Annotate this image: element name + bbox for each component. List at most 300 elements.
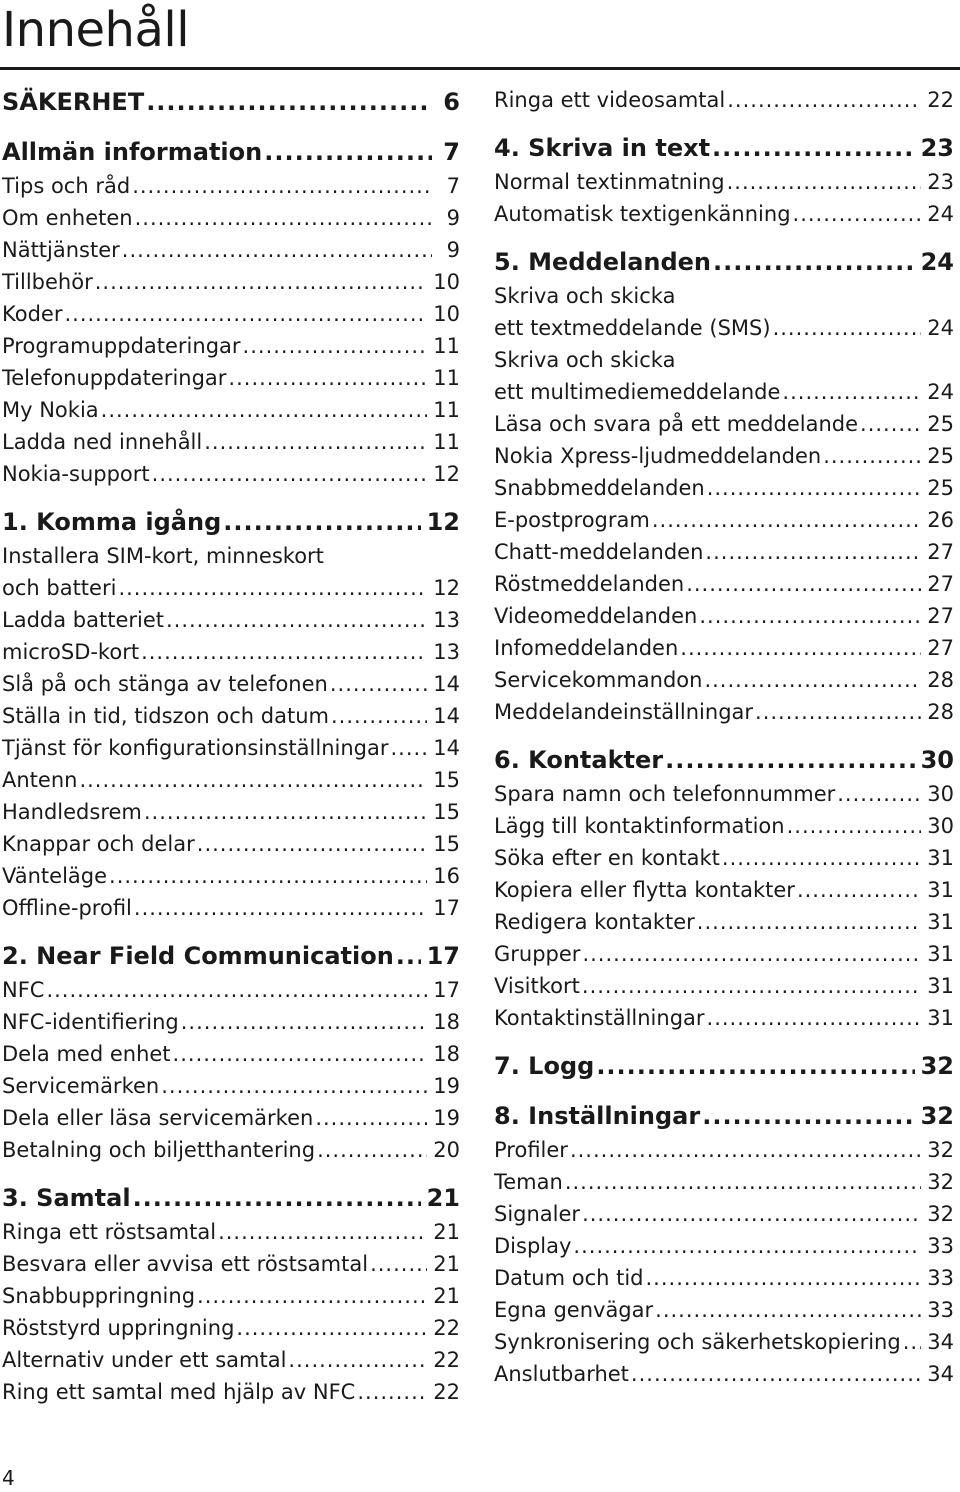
toc-dot-leader bbox=[665, 742, 914, 778]
toc-entry bbox=[494, 408, 954, 440]
toc-entry-title: Kopiera eller flytta kontakter bbox=[494, 878, 795, 902]
toc-dot-leader bbox=[727, 84, 921, 116]
toc-chapter-entry bbox=[494, 1098, 954, 1134]
toc-entry bbox=[494, 536, 954, 568]
toc-entry-page: 13 bbox=[433, 640, 460, 664]
toc-entry-title: 1. Komma igång bbox=[2, 508, 222, 536]
toc-entry bbox=[494, 1198, 954, 1230]
toc-dot-leader bbox=[793, 198, 922, 230]
toc-dot-leader bbox=[704, 664, 921, 696]
toc-entry-page: 22 bbox=[433, 1348, 460, 1372]
toc-dot-leader bbox=[144, 796, 427, 828]
toc-entry-title: NFC bbox=[2, 978, 45, 1002]
toc-dot-leader bbox=[315, 1102, 427, 1134]
toc-entry-title: SÄKERHET bbox=[2, 88, 145, 116]
toc-entry-page: 18 bbox=[433, 1010, 460, 1034]
toc-entry bbox=[494, 568, 954, 600]
toc-dot-leader bbox=[264, 134, 432, 170]
toc-entry bbox=[494, 312, 954, 344]
toc-dot-leader bbox=[46, 974, 427, 1006]
toc-entry bbox=[2, 700, 460, 732]
toc-dot-leader bbox=[722, 842, 921, 874]
toc-entry-title: Ringa ett videosamtal bbox=[494, 88, 726, 112]
toc-entry-title: Kontaktinställningar bbox=[494, 1006, 705, 1030]
toc-dot-leader bbox=[787, 810, 922, 842]
toc-entry-title: microSD-kort bbox=[2, 640, 140, 664]
toc-entry-title: och batteri bbox=[2, 576, 117, 600]
toc-entry bbox=[494, 472, 954, 504]
toc-entry-page: 33 bbox=[927, 1234, 954, 1258]
toc-dot-leader bbox=[288, 1344, 427, 1376]
toc-dot-leader bbox=[135, 202, 432, 234]
toc-chapter-entry bbox=[494, 1048, 954, 1084]
toc-entry bbox=[2, 860, 460, 892]
toc-entry-page: 20 bbox=[433, 1138, 460, 1162]
toc-entry bbox=[2, 170, 460, 202]
toc-chapter-entry bbox=[2, 1180, 460, 1216]
toc-entry-title: Tjänst för konfigurationsinställningar bbox=[2, 736, 389, 760]
toc-entry-page: 15 bbox=[433, 800, 460, 824]
toc-dot-leader bbox=[236, 1312, 427, 1344]
toc-entry-title: Läsa och svara på ett meddelande bbox=[494, 412, 859, 436]
toc-dot-leader bbox=[570, 1134, 921, 1166]
toc-entry bbox=[2, 604, 460, 636]
toc-entry-title: Röststyrd uppringning bbox=[2, 1316, 235, 1340]
toc-entry-page: 25 bbox=[927, 444, 954, 468]
toc-dot-leader bbox=[860, 408, 921, 440]
toc-column-right bbox=[494, 84, 954, 1390]
toc-entry bbox=[2, 892, 460, 924]
toc-entry-page: 24 bbox=[920, 248, 954, 276]
toc-entry bbox=[2, 828, 460, 860]
toc-entry-title: Dela med enhet bbox=[2, 1042, 171, 1066]
toc-entry bbox=[494, 376, 954, 408]
toc-entry-title: Spara namn och telefonnummer bbox=[494, 782, 836, 806]
toc-dot-leader bbox=[707, 472, 922, 504]
toc-entry-title: Teman bbox=[494, 1170, 563, 1194]
toc-chapter-entry bbox=[2, 938, 460, 974]
toc-entry-title: Display bbox=[494, 1234, 572, 1258]
toc-entry-page: 26 bbox=[927, 508, 954, 532]
toc-entry-page: 31 bbox=[927, 878, 954, 902]
toc-entry bbox=[494, 810, 954, 842]
toc-entry-title: Ställa in tid, tidszon och datum bbox=[2, 704, 329, 728]
toc-entry-page: 32 bbox=[927, 1202, 954, 1226]
toc-entry-title: Infomeddelanden bbox=[494, 636, 679, 660]
toc-entry-page: 25 bbox=[927, 476, 954, 500]
toc-dot-leader bbox=[197, 1280, 427, 1312]
toc-entry bbox=[494, 1002, 954, 1034]
toc-entry-page: 24 bbox=[927, 380, 954, 404]
toc-dot-leader bbox=[565, 1166, 921, 1198]
toc-entry-page: 32 bbox=[920, 1102, 954, 1130]
toc-entry-title: Servicemärken bbox=[2, 1074, 160, 1098]
toc-entry bbox=[2, 668, 460, 700]
toc-entry-title: 2. Near Field Communication bbox=[2, 942, 394, 970]
toc-entry-page: 27 bbox=[927, 604, 954, 628]
toc-entry-title: Alternativ under ett samtal bbox=[2, 1348, 287, 1372]
toc-entry bbox=[2, 458, 460, 490]
toc-dot-leader bbox=[631, 1358, 921, 1390]
toc-entry-title: Snabbuppringning bbox=[2, 1284, 196, 1308]
toc-dot-leader bbox=[109, 860, 427, 892]
toc-entry-title: Anslutbarhet bbox=[494, 1362, 629, 1386]
toc-entry-title: 4. Skriva in text bbox=[494, 134, 711, 162]
toc-dot-leader bbox=[699, 600, 921, 632]
toc-entry-title: ett textmeddelande (SMS) bbox=[494, 316, 771, 340]
toc-entry bbox=[2, 1038, 460, 1070]
toc-entry bbox=[494, 970, 954, 1002]
toc-entry bbox=[2, 426, 460, 458]
toc-dot-leader bbox=[146, 84, 432, 120]
toc-entry-page: 21 bbox=[433, 1284, 460, 1308]
toc-entry bbox=[494, 1294, 954, 1326]
toc-entry-title: NFC-identifiering bbox=[2, 1010, 179, 1034]
toc-entry bbox=[494, 938, 954, 970]
toc-entry-page: 7 bbox=[446, 174, 460, 198]
toc-entry-page: 31 bbox=[927, 974, 954, 998]
toc-entry-title: Ladda batteriet bbox=[2, 608, 164, 632]
toc-dot-leader bbox=[680, 632, 921, 664]
toc-entry bbox=[494, 1134, 954, 1166]
toc-entry-title: Installera SIM-kort, minneskort bbox=[2, 544, 324, 568]
toc-entry-page: 24 bbox=[927, 202, 954, 226]
toc-entry-title: Tillbehör bbox=[2, 270, 93, 294]
toc-entry-title: Knappar och delar bbox=[2, 832, 195, 856]
toc-entry bbox=[2, 1248, 460, 1280]
toc-dot-leader bbox=[330, 668, 427, 700]
toc-entry-title: 8. Inställningar bbox=[494, 1102, 701, 1130]
toc-dot-leader bbox=[197, 828, 428, 860]
toc-dot-leader bbox=[727, 166, 922, 198]
toc-entry-title: 3. Samtal bbox=[2, 1184, 131, 1212]
toc-entry bbox=[2, 1102, 460, 1134]
toc-entry-title: Normal textinmatning bbox=[494, 170, 725, 194]
toc-dot-leader bbox=[646, 1262, 922, 1294]
toc-entry-page: 22 bbox=[927, 88, 954, 112]
toc-entry-page: 21 bbox=[426, 1184, 460, 1212]
toc-dot-leader bbox=[782, 376, 921, 408]
toc-dot-leader bbox=[181, 1006, 428, 1038]
toc-entry bbox=[2, 1344, 460, 1376]
toc-entry-title: Tips och råd bbox=[2, 174, 131, 198]
toc-entry-page: 17 bbox=[433, 978, 460, 1002]
toc-dot-leader bbox=[133, 1180, 421, 1216]
toc-entry-page: 32 bbox=[920, 1052, 954, 1080]
toc-entry bbox=[2, 636, 460, 668]
toc-entry-page: 25 bbox=[927, 412, 954, 436]
toc-entry-page: 33 bbox=[927, 1266, 954, 1290]
toc-entry-page: 9 bbox=[446, 206, 460, 230]
toc-entry-page: 27 bbox=[927, 572, 954, 596]
toc-entry-page: 28 bbox=[927, 700, 954, 724]
toc-entry bbox=[2, 234, 460, 266]
toc-entry-page: 11 bbox=[433, 366, 460, 390]
toc-dot-leader bbox=[582, 938, 921, 970]
toc-dot-leader bbox=[64, 298, 427, 330]
toc-dot-leader bbox=[837, 778, 921, 810]
toc-entry bbox=[2, 1070, 460, 1102]
toc-entry-page: 31 bbox=[927, 910, 954, 934]
toc-dot-leader bbox=[204, 426, 427, 458]
toc-dot-leader bbox=[223, 504, 420, 540]
toc-dot-leader bbox=[652, 504, 921, 536]
toc-dot-leader bbox=[702, 1098, 914, 1134]
toc-dot-leader bbox=[317, 1134, 427, 1166]
toc-entry-title: Antenn bbox=[2, 768, 78, 792]
toc-entry-title: Synkronisering och säkerhetskopiering bbox=[494, 1330, 901, 1354]
toc-dot-leader bbox=[705, 536, 921, 568]
toc-entry-title: 7. Logg bbox=[494, 1052, 595, 1080]
toc-entry-page: 32 bbox=[927, 1138, 954, 1162]
toc-entry bbox=[2, 1280, 460, 1312]
toc-entry bbox=[494, 664, 954, 696]
toc-dot-leader bbox=[101, 394, 428, 426]
toc-entry-page: 22 bbox=[433, 1380, 460, 1404]
toc-entry-page: 19 bbox=[433, 1074, 460, 1098]
toc-entry-page: 32 bbox=[927, 1170, 954, 1194]
toc-entry-page: 12 bbox=[433, 462, 460, 486]
toc-entry-page: 17 bbox=[433, 896, 460, 920]
toc-entry-title: Nokia Xpress-ljudmeddelanden bbox=[494, 444, 822, 468]
toc-dot-leader bbox=[132, 170, 432, 202]
toc-dot-leader bbox=[707, 1002, 922, 1034]
toc-entry bbox=[494, 1262, 954, 1294]
toc-entry-page: 10 bbox=[433, 270, 460, 294]
toc-dot-leader bbox=[686, 568, 921, 600]
toc-entry bbox=[494, 1166, 954, 1198]
toc-entry-page: 15 bbox=[433, 832, 460, 856]
toc-entry bbox=[494, 778, 954, 810]
toc-entry bbox=[494, 1230, 954, 1262]
toc-entry-page: 28 bbox=[927, 668, 954, 692]
toc-entry-title: Ringa ett röstsamtal bbox=[2, 1220, 217, 1244]
toc-entry bbox=[2, 732, 460, 764]
toc-dot-leader bbox=[903, 1326, 922, 1358]
toc-entry-title: Skriva och skicka bbox=[494, 348, 676, 372]
toc-entry-page: 34 bbox=[927, 1362, 954, 1386]
toc-dot-leader bbox=[582, 970, 921, 1002]
toc-entry-page: 6 bbox=[443, 88, 460, 116]
toc-dot-leader bbox=[166, 604, 427, 636]
toc-dot-leader bbox=[243, 330, 428, 362]
toc-entry-page: 15 bbox=[433, 768, 460, 792]
toc-entry-title: Offline-profil bbox=[2, 896, 132, 920]
toc-entry-page: 11 bbox=[433, 398, 460, 422]
toc-dot-leader bbox=[118, 572, 427, 604]
toc-entry-title: Allmän information bbox=[2, 138, 263, 166]
toc-entry-title: Vänteläge bbox=[2, 864, 108, 888]
toc-entry-page: 16 bbox=[433, 864, 460, 888]
toc-entry-title: 5. Meddelanden bbox=[494, 248, 712, 276]
toc-entry bbox=[494, 504, 954, 536]
toc-entry bbox=[2, 1216, 460, 1248]
toc-dot-leader bbox=[228, 362, 427, 394]
toc-entry-page: 30 bbox=[927, 814, 954, 838]
toc-chapter-entry bbox=[2, 84, 460, 120]
toc-entry-title: ett multimediemeddelande bbox=[494, 380, 781, 404]
toc-entry bbox=[2, 298, 460, 330]
toc-entry bbox=[494, 280, 954, 312]
toc-entry-page: 14 bbox=[433, 672, 460, 696]
toc-entry-title: Profiler bbox=[494, 1138, 568, 1162]
toc-entry-title: Besvara eller avvisa ett röstsamtal bbox=[2, 1252, 369, 1276]
toc-chapter-entry bbox=[494, 742, 954, 778]
toc-entry-page: 11 bbox=[433, 430, 460, 454]
toc-entry-page: 30 bbox=[927, 782, 954, 806]
toc-entry-title: Skriva och skicka bbox=[494, 284, 676, 308]
toc-entry-title: Videomeddelanden bbox=[494, 604, 698, 628]
toc-entry-title: Automatisk textigenkänning bbox=[494, 202, 791, 226]
toc-entry-page: 23 bbox=[927, 170, 954, 194]
toc-entry-title: Programuppdateringar bbox=[2, 334, 241, 358]
page-number: 4 bbox=[2, 1466, 15, 1490]
toc-dot-leader bbox=[713, 244, 915, 280]
toc-entry-page: 23 bbox=[920, 134, 954, 162]
toc-entry bbox=[494, 1358, 954, 1390]
toc-dot-leader bbox=[95, 266, 428, 298]
toc-dot-leader bbox=[134, 892, 427, 924]
toc-entry bbox=[2, 540, 460, 572]
toc-entry-page: 17 bbox=[426, 942, 460, 970]
toc-entry bbox=[2, 394, 460, 426]
toc-dot-leader bbox=[79, 764, 427, 796]
toc-entry-page: 14 bbox=[433, 736, 460, 760]
toc-entry-title: Servicekommandon bbox=[494, 668, 703, 692]
toc-entry bbox=[494, 1326, 954, 1358]
toc-chapter-entry bbox=[2, 134, 460, 170]
toc-dot-leader bbox=[823, 440, 921, 472]
toc-dot-leader bbox=[582, 1198, 921, 1230]
toc-dot-leader bbox=[141, 636, 427, 668]
toc-entry bbox=[494, 874, 954, 906]
toc-entry-title: Redigera kontakter bbox=[494, 910, 695, 934]
toc-dot-leader bbox=[357, 1376, 427, 1408]
toc-entry-page: 14 bbox=[433, 704, 460, 728]
toc-entry-title: Datum och tid bbox=[494, 1266, 644, 1290]
toc-entry bbox=[2, 202, 460, 234]
toc-entry-page: 27 bbox=[927, 540, 954, 564]
toc-entry-page: 31 bbox=[927, 942, 954, 966]
toc-chapter-entry bbox=[494, 244, 954, 280]
toc-entry-title: Nokia-support bbox=[2, 462, 150, 486]
toc-entry bbox=[2, 1006, 460, 1038]
toc-entry bbox=[494, 440, 954, 472]
toc-dot-leader bbox=[331, 700, 427, 732]
toc-entry-title: Handledsrem bbox=[2, 800, 142, 824]
toc-entry-page: 11 bbox=[433, 334, 460, 358]
toc-entry-page: 7 bbox=[443, 138, 460, 166]
toc-entry bbox=[494, 166, 954, 198]
toc-entry-page: 34 bbox=[927, 1330, 954, 1354]
toc-entry-page: 21 bbox=[433, 1252, 460, 1276]
toc-entry-page: 27 bbox=[927, 636, 954, 660]
toc-chapter-entry bbox=[494, 130, 954, 166]
toc-dot-leader bbox=[697, 906, 921, 938]
toc-entry-title: Röstmeddelanden bbox=[494, 572, 685, 596]
toc-entry-page: 21 bbox=[433, 1220, 460, 1244]
page-title: Innehåll bbox=[2, 2, 190, 58]
toc-entry bbox=[2, 1376, 460, 1408]
toc-entry-title: Snabbmeddelanden bbox=[494, 476, 705, 500]
toc-chapter-entry bbox=[2, 504, 460, 540]
toc-entry bbox=[494, 842, 954, 874]
toc-column-left bbox=[2, 84, 460, 1408]
toc-entry-page: 19 bbox=[433, 1106, 460, 1130]
toc-entry-page: 24 bbox=[927, 316, 954, 340]
toc-dot-leader bbox=[396, 938, 421, 974]
toc-entry-page: 12 bbox=[433, 576, 460, 600]
toc-entry bbox=[2, 266, 460, 298]
toc-entry-title: Chatt-meddelanden bbox=[494, 540, 704, 564]
toc-entry-page: 10 bbox=[433, 302, 460, 326]
toc-entry bbox=[494, 198, 954, 230]
toc-entry-title: E-postprogram bbox=[494, 508, 650, 532]
toc-entry-title: My Nokia bbox=[2, 398, 99, 422]
toc-entry-title: Nättjänster bbox=[2, 238, 120, 262]
toc-entry-title: Grupper bbox=[494, 942, 581, 966]
toc-entry bbox=[2, 796, 460, 828]
toc-entry-page: 12 bbox=[426, 508, 460, 536]
toc-dot-leader bbox=[122, 234, 432, 266]
toc-entry bbox=[2, 974, 460, 1006]
toc-entry-page: 18 bbox=[433, 1042, 460, 1066]
toc-entry bbox=[2, 330, 460, 362]
toc-entry bbox=[2, 1134, 460, 1166]
title-divider bbox=[0, 67, 960, 70]
toc-dot-leader bbox=[797, 874, 921, 906]
toc-dot-leader bbox=[655, 1294, 921, 1326]
toc-entry-title: Telefonuppdateringar bbox=[2, 366, 227, 390]
toc-entry bbox=[494, 696, 954, 728]
toc-entry-title: Söka efter en kontakt bbox=[494, 846, 720, 870]
toc-dot-leader bbox=[573, 1230, 921, 1262]
toc-dot-leader bbox=[391, 732, 428, 764]
toc-entry-title: Koder bbox=[2, 302, 63, 326]
toc-entry-page: 22 bbox=[433, 1316, 460, 1340]
toc-entry-title: Meddelandeinställningar bbox=[494, 700, 754, 724]
toc-dot-leader bbox=[152, 458, 428, 490]
toc-entry-title: Ladda ned innehåll bbox=[2, 430, 203, 454]
toc-entry-page: 13 bbox=[433, 608, 460, 632]
toc-entry-title: Egna genvägar bbox=[494, 1298, 654, 1322]
toc-dot-leader bbox=[712, 130, 915, 166]
toc-entry-page: 31 bbox=[927, 1006, 954, 1030]
toc-entry-title: Slå på och stänga av telefonen bbox=[2, 672, 328, 696]
toc-dot-leader bbox=[218, 1216, 427, 1248]
toc-entry-title: Betalning och biljetthantering bbox=[2, 1138, 316, 1162]
toc-entry-page: 30 bbox=[920, 746, 954, 774]
toc-dot-leader bbox=[773, 312, 922, 344]
toc-dot-leader bbox=[755, 696, 921, 728]
toc-entry bbox=[494, 600, 954, 632]
toc-entry-title: Ring ett samtal med hjälp av NFC bbox=[2, 1380, 356, 1404]
toc-entry bbox=[2, 572, 460, 604]
toc-entry-page: 9 bbox=[446, 238, 460, 262]
toc-entry bbox=[494, 344, 954, 376]
toc-entry bbox=[2, 362, 460, 394]
toc-entry bbox=[494, 84, 954, 116]
toc-dot-leader bbox=[596, 1048, 914, 1084]
toc-entry-title: Lägg till kontaktinformation bbox=[494, 814, 785, 838]
toc-entry bbox=[2, 764, 460, 796]
toc-entry bbox=[2, 1312, 460, 1344]
toc-entry-title: Om enheten bbox=[2, 206, 133, 230]
toc-entry-title: Visitkort bbox=[494, 974, 580, 998]
toc-dot-leader bbox=[173, 1038, 428, 1070]
toc-entry bbox=[494, 632, 954, 664]
toc-entry-title: Dela eller läsa servicemärken bbox=[2, 1106, 314, 1130]
